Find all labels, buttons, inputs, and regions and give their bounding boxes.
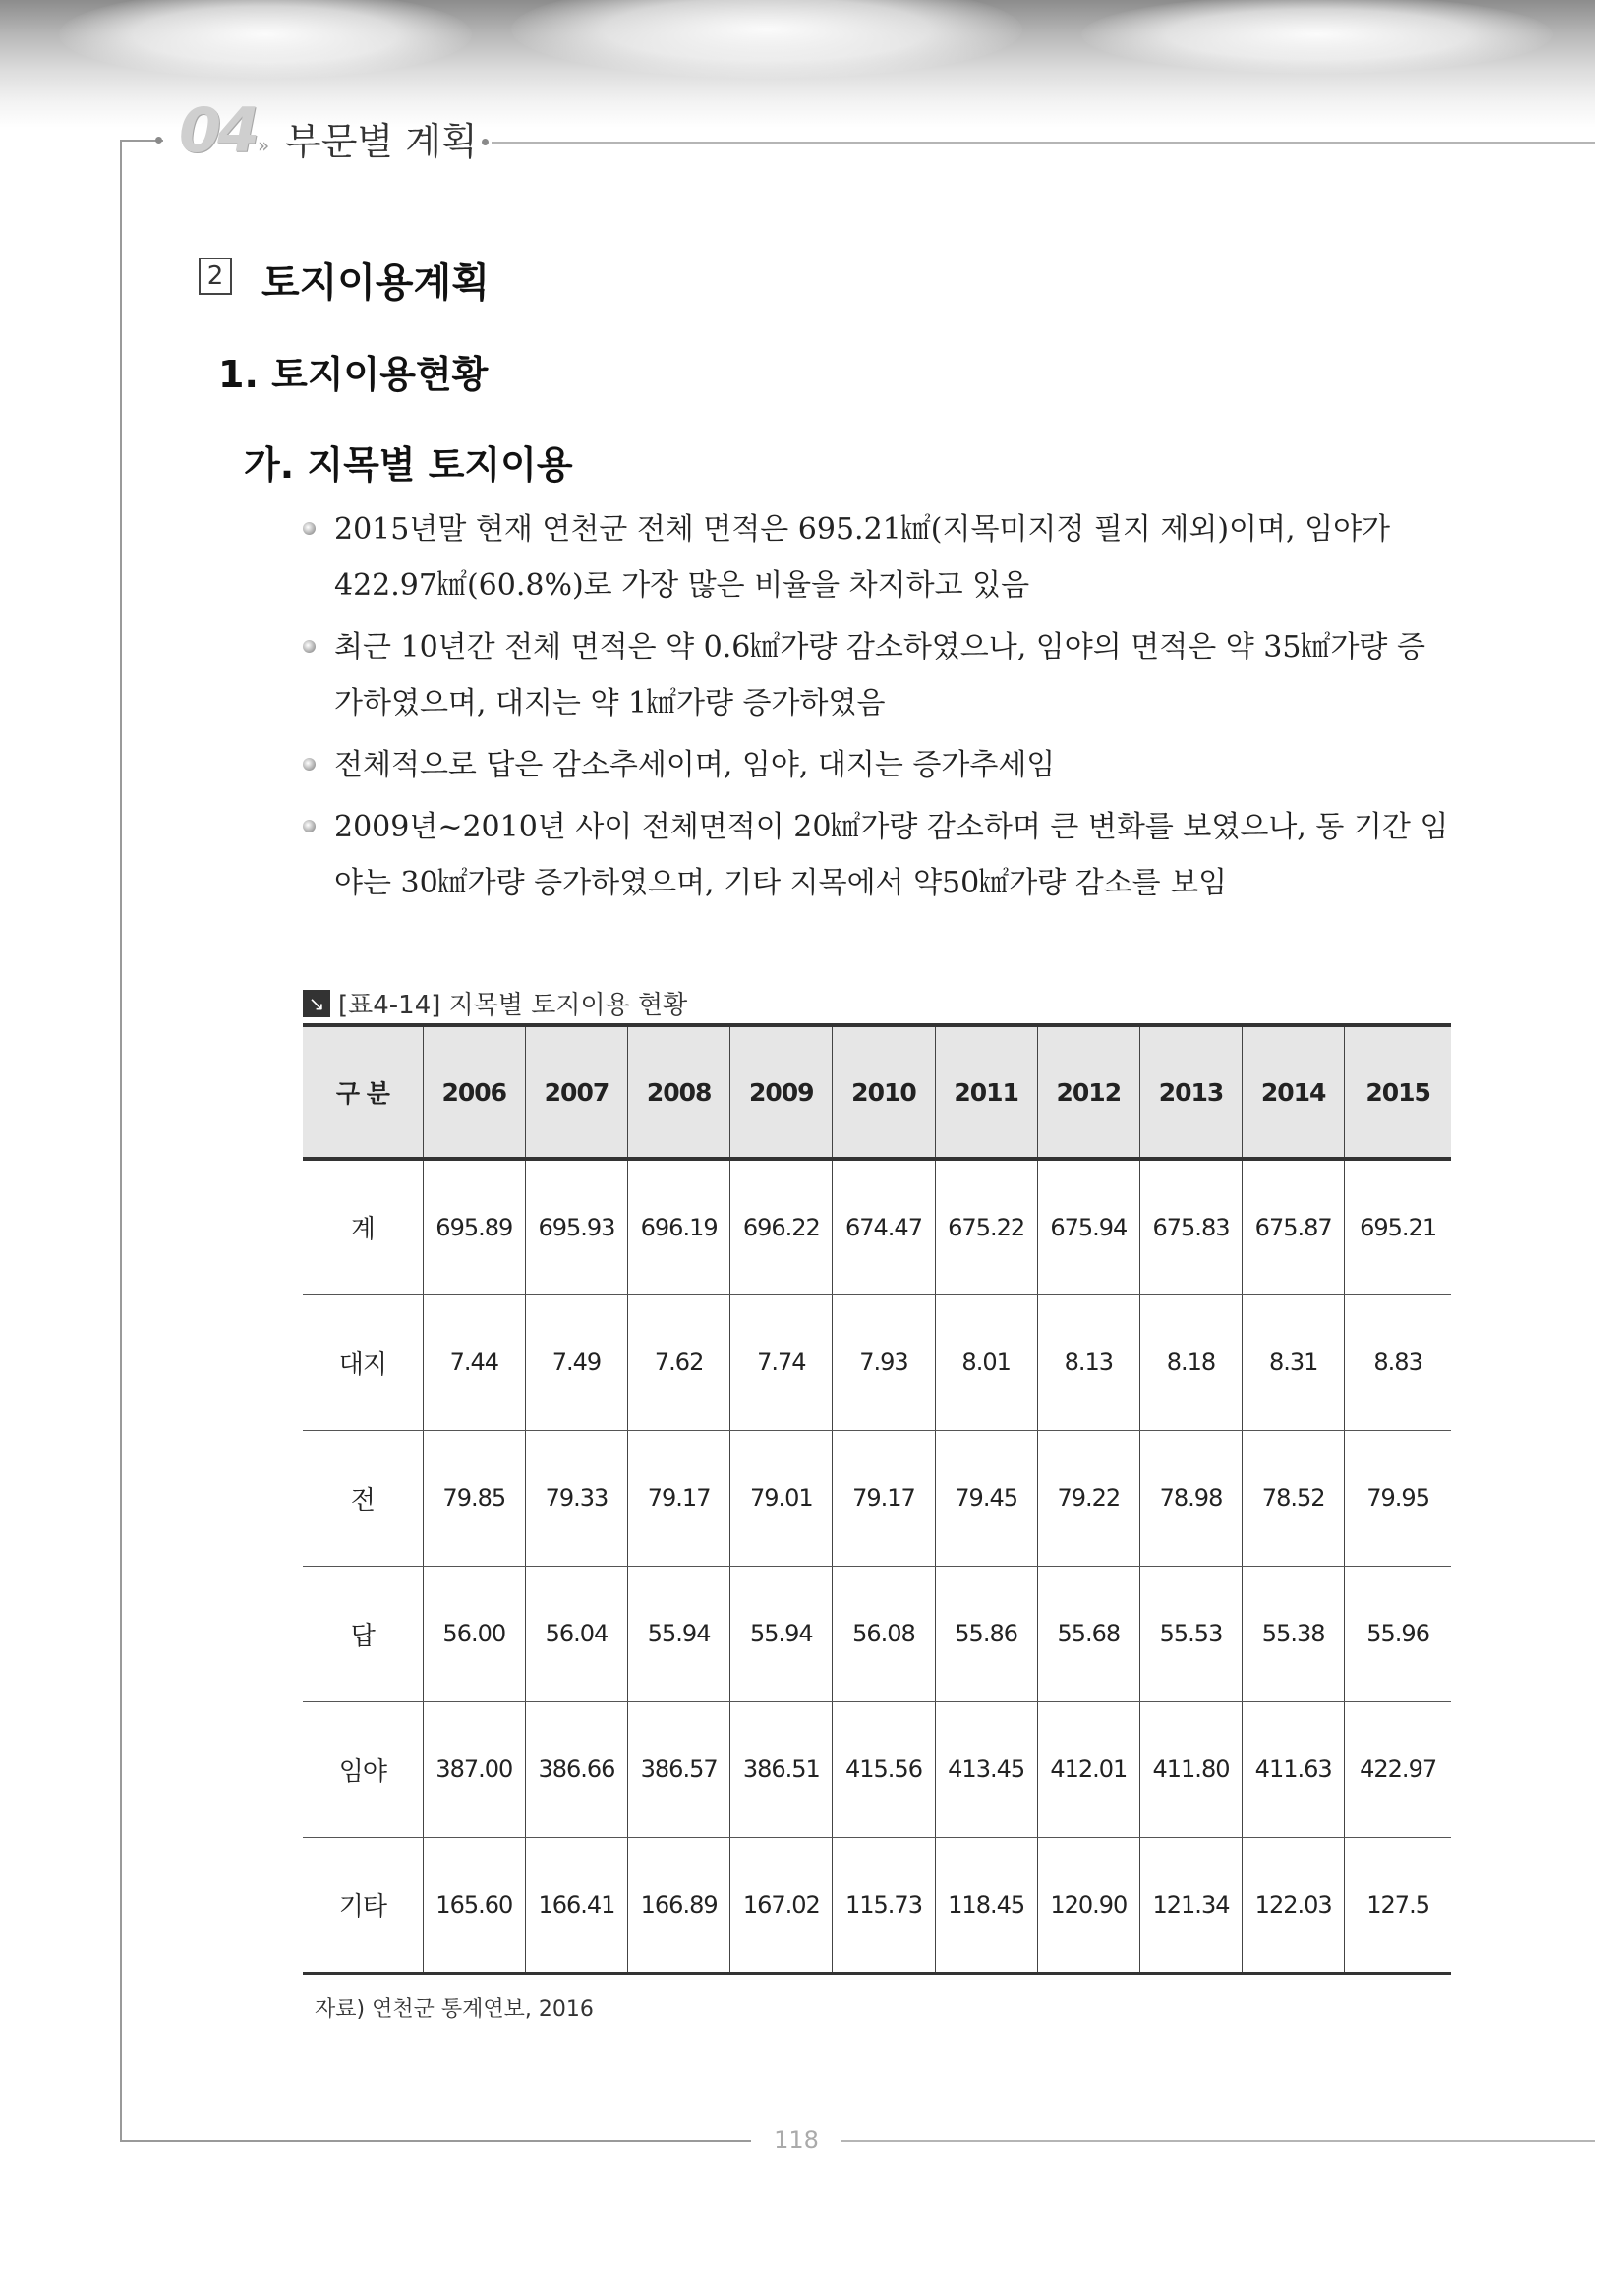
- bullet-text: 최근 10년간 전체 면적은 약 0.6㎢가량 감소하였으나, 임야의 면적은 약 35㎢가량 증가하였으며, 대지는 약 1㎢가량 증가하였음: [334, 630, 1425, 720]
- bullet-item: [301, 799, 1449, 911]
- table-cell: 675.22: [935, 1159, 1037, 1294]
- chapter-title: 부문별 계획: [285, 120, 478, 163]
- table-cell: 55.38: [1243, 1566, 1345, 1701]
- row-label: 계: [303, 1159, 423, 1294]
- header-cell-year: 2015: [1345, 1025, 1451, 1159]
- table-cell: 415.56: [833, 1701, 935, 1837]
- land-use-table: [303, 1023, 1451, 1975]
- table-source-note: 자료) 연천군 통계연보, 2016: [315, 1997, 594, 2022]
- row-label: 답: [303, 1566, 423, 1701]
- subsection-title: 1. 토지이용현황: [218, 353, 489, 396]
- frame-line-bottom-right: [841, 2140, 1595, 2142]
- bullet-icon: [303, 522, 316, 535]
- header-cell-category: 구 분: [303, 1025, 423, 1159]
- table-cell: 411.63: [1243, 1701, 1345, 1837]
- table-row: [303, 1701, 1451, 1837]
- table-cell: 56.08: [833, 1566, 935, 1701]
- header-cell-year: 2007: [525, 1025, 627, 1159]
- bullet-text: 2009년~2010년 사이 전체면적이 20㎢가량 감소하며 큰 변화를 보였으나, 동 기간 임야는 30㎢가량 증가하였으며, 기타 지목에서 약50㎢가량 감소를 보임: [334, 810, 1449, 900]
- frame-line-left: [120, 140, 122, 2141]
- row-label: 전: [303, 1430, 423, 1566]
- table-cell: 127.5: [1345, 1837, 1451, 1973]
- frame-dot: [482, 139, 489, 145]
- table-cell: 675.83: [1139, 1159, 1242, 1294]
- chapter-marker-icon: »: [258, 134, 270, 157]
- table-cell: 412.01: [1037, 1701, 1139, 1837]
- table-cell: 8.83: [1345, 1294, 1451, 1430]
- bullet-icon: [303, 820, 316, 832]
- table-cell: 8.18: [1139, 1294, 1242, 1430]
- frame-line-top-right: [492, 142, 1595, 144]
- table-row: [303, 1837, 1451, 1973]
- header-cell-year: 2010: [833, 1025, 935, 1159]
- table-cell: 78.52: [1243, 1430, 1345, 1566]
- frame-dot: [155, 137, 162, 144]
- table-caption-text: [표4-14] 지목별 토지이용 현황: [338, 991, 688, 1020]
- bullet-list: [301, 501, 1449, 917]
- table-cell: 7.93: [833, 1294, 935, 1430]
- table-cell: 695.89: [423, 1159, 525, 1294]
- table-cell: 8.13: [1037, 1294, 1139, 1430]
- section-title: 토지이용계획: [261, 260, 490, 306]
- table-cell: 79.22: [1037, 1430, 1139, 1566]
- header-cell-year: 2014: [1243, 1025, 1345, 1159]
- table-cell: 55.94: [730, 1566, 833, 1701]
- table-cell: 121.34: [1139, 1837, 1242, 1973]
- table-cell: 8.01: [935, 1294, 1037, 1430]
- table-cell: 411.80: [1139, 1701, 1242, 1837]
- table-cell: 55.94: [628, 1566, 730, 1701]
- bullet-item: [301, 737, 1449, 793]
- table-cell: 55.86: [935, 1566, 1037, 1701]
- table-cell: 675.87: [1243, 1159, 1345, 1294]
- table-cell: 8.31: [1243, 1294, 1345, 1430]
- table-cell: 167.02: [730, 1837, 833, 1973]
- table-cell: 120.90: [1037, 1837, 1139, 1973]
- table-row: [303, 1430, 1451, 1566]
- table-cell: 56.04: [525, 1566, 627, 1701]
- bullet-icon: [303, 758, 316, 771]
- table-cell: 7.49: [525, 1294, 627, 1430]
- row-label: 대지: [303, 1294, 423, 1430]
- header-cell-year: 2006: [423, 1025, 525, 1159]
- table-cell: 387.00: [423, 1701, 525, 1837]
- bullet-item: [301, 501, 1449, 613]
- frame-line-bottom-left: [120, 2140, 751, 2142]
- header-cell-year: 2012: [1037, 1025, 1139, 1159]
- page-margin: [1595, 0, 1624, 2296]
- table-cell: 386.51: [730, 1701, 833, 1837]
- table-cell: 118.45: [935, 1837, 1037, 1973]
- bullet-text: 전체적으로 답은 감소추세이며, 임야, 대지는 증가추세임: [334, 748, 1056, 782]
- table-cell: 386.66: [525, 1701, 627, 1837]
- table-cell: 79.85: [423, 1430, 525, 1566]
- table-cell: 166.89: [628, 1837, 730, 1973]
- table-cell: 78.98: [1139, 1430, 1242, 1566]
- table-header-row: [303, 1025, 1451, 1159]
- bullet-text: 2015년말 현재 연천군 전체 면적은 695.21㎢(지목미지정 필지 제외)이며, 임야가 422.97㎢(60.8%)로 가장 많은 비율을 차지하고 있음: [334, 512, 1391, 603]
- table-cell: 675.94: [1037, 1159, 1139, 1294]
- header-cell-year: 2011: [935, 1025, 1037, 1159]
- bullet-icon: [303, 640, 316, 653]
- table-cell: 79.45: [935, 1430, 1037, 1566]
- table-cell: 695.21: [1345, 1159, 1451, 1294]
- table-cell: 55.96: [1345, 1566, 1451, 1701]
- bullet-item: [301, 619, 1449, 731]
- header-cell-year: 2009: [730, 1025, 833, 1159]
- table-cell: 422.97: [1345, 1701, 1451, 1837]
- table-cell: 55.68: [1037, 1566, 1139, 1701]
- table-cell: 79.17: [628, 1430, 730, 1566]
- arrow-down-right-icon: ↘: [303, 990, 330, 1017]
- subsubsection-title: 가. 지목별 토지이용: [244, 443, 573, 487]
- table-cell: 55.53: [1139, 1566, 1242, 1701]
- table-cell: 165.60: [423, 1837, 525, 1973]
- row-label: 기타: [303, 1837, 423, 1973]
- table-cell: 7.62: [628, 1294, 730, 1430]
- page-number: 118: [774, 2126, 819, 2153]
- table-cell: 79.33: [525, 1430, 627, 1566]
- table-cell: 56.00: [423, 1566, 525, 1701]
- section-number-box: 2: [199, 258, 232, 295]
- table-cell: 7.74: [730, 1294, 833, 1430]
- table-cell: 79.17: [833, 1430, 935, 1566]
- table-cell: 166.41: [525, 1837, 627, 1973]
- row-label: 임야: [303, 1701, 423, 1837]
- table-cell: 386.57: [628, 1701, 730, 1837]
- table-cell: 413.45: [935, 1701, 1037, 1837]
- chapter-number: 04: [179, 94, 257, 166]
- header-cell-year: 2013: [1139, 1025, 1242, 1159]
- table-cell: 122.03: [1243, 1837, 1345, 1973]
- table-cell: 79.01: [730, 1430, 833, 1566]
- table-cell: 674.47: [833, 1159, 935, 1294]
- table-cell: 7.44: [423, 1294, 525, 1430]
- table-row: [303, 1159, 1451, 1294]
- table-caption: [303, 985, 687, 1021]
- table-cell: 79.95: [1345, 1430, 1451, 1566]
- table-cell: 696.22: [730, 1159, 833, 1294]
- table-row: [303, 1294, 1451, 1430]
- table-cell: 695.93: [525, 1159, 627, 1294]
- table-cell: 696.19: [628, 1159, 730, 1294]
- header-cell-year: 2008: [628, 1025, 730, 1159]
- table-cell: 115.73: [833, 1837, 935, 1973]
- table-row: [303, 1566, 1451, 1701]
